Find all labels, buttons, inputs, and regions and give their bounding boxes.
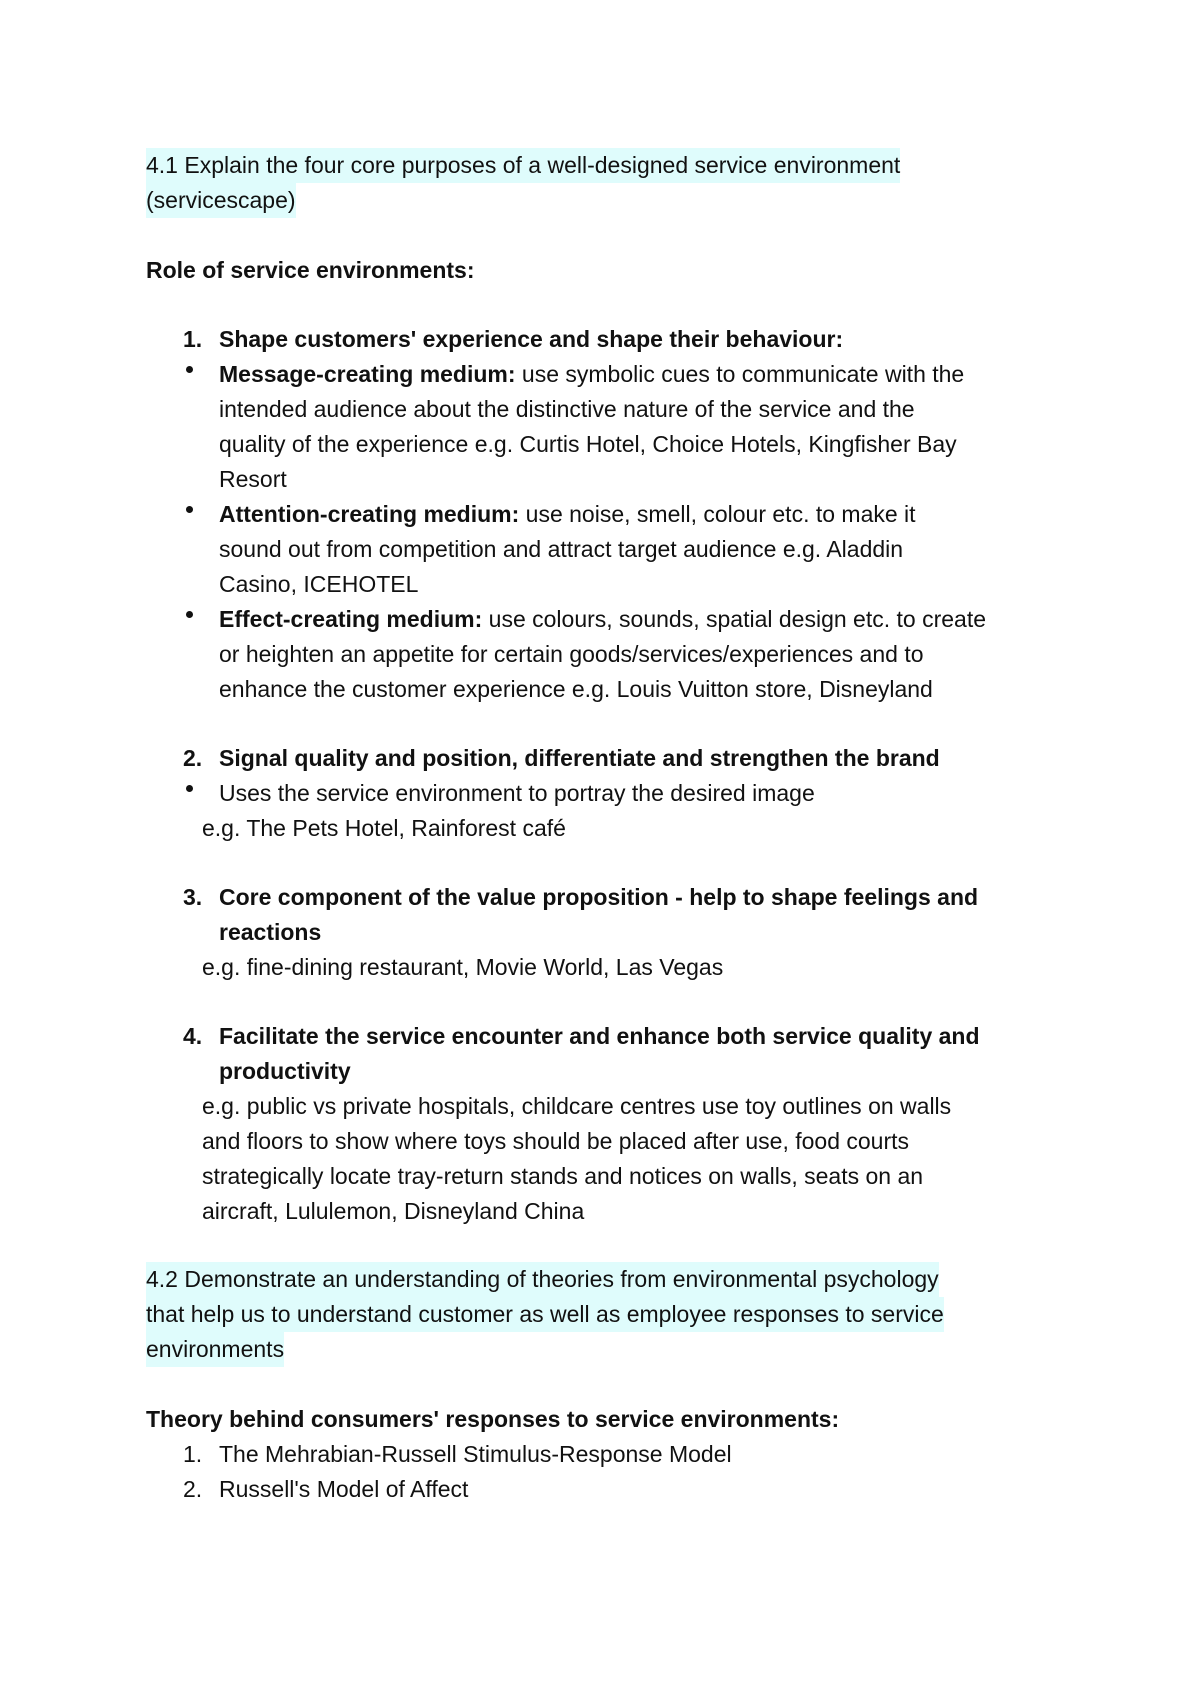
item-2-title: Signal quality and position, differentiate and strengthen the brand bbox=[219, 745, 940, 771]
bullet-message-text: use symbolic cues to communicate with the bbox=[515, 361, 965, 387]
item-2-example: e.g. The Pets Hotel, Rainforest café bbox=[202, 815, 566, 841]
item-2-bullet: Uses the service environment to portray the desired image bbox=[219, 780, 815, 806]
item-3-title-line-1: Core component of the value proposition - help to shape feelings and bbox=[219, 884, 979, 910]
item-1-number: 1. bbox=[183, 326, 203, 352]
bullet-attention-line-2: sound out from competition and attract target audience e.g. Aladdin bbox=[219, 536, 904, 562]
item-4-example-line-2: and floors to show where toys should be placed after use, food courts bbox=[202, 1128, 910, 1154]
section-4-1-heading-line-1: 4.1 Explain the four core purposes of a well-designed service environment bbox=[146, 148, 900, 183]
theory-1-number: 1. bbox=[183, 1441, 203, 1467]
bullet-message-term: Message-creating medium: bbox=[219, 361, 516, 387]
item-4-number: 4. bbox=[183, 1023, 203, 1049]
item-3-example: e.g. fine-dining restaurant, Movie World, Las Vegas bbox=[202, 954, 724, 980]
bullet-attention-line-1 bbox=[219, 497, 916, 532]
bullet-message-line-1 bbox=[219, 357, 964, 392]
bullet-effect-line-1 bbox=[219, 602, 986, 637]
item-3-number: 3. bbox=[183, 884, 203, 910]
item-3-title-line-2: reactions bbox=[219, 919, 322, 945]
bullet-effect-term: Effect-creating medium: bbox=[219, 606, 483, 632]
bullet-attention-term: Attention-creating medium: bbox=[219, 501, 520, 527]
theory-1-label: The Mehrabian-Russell Stimulus-Response Model bbox=[219, 1441, 732, 1467]
bullet-dot-icon bbox=[186, 506, 193, 513]
theory-2-label: Russell's Model of Affect bbox=[219, 1476, 469, 1502]
bullet-attention-text: use noise, smell, colour etc. to make it bbox=[519, 501, 916, 527]
item-2-number: 2. bbox=[183, 745, 203, 771]
bullet-message-line-2: intended audience about the distinctive nature of the service and the bbox=[219, 396, 915, 422]
section-4-1-heading-line-2: (servicescape) bbox=[146, 183, 296, 218]
theory-2-number: 2. bbox=[183, 1476, 203, 1502]
bullet-effect-line-3: enhance the customer experience e.g. Louis Vuitton store, Disneyland bbox=[219, 676, 933, 702]
section-4-2-heading-line-2: that help us to understand customer as well as employee responses to service bbox=[146, 1297, 944, 1332]
item-1-title: Shape customers' experience and shape their behaviour: bbox=[219, 326, 844, 352]
item-4-example-line-4: aircraft, Lululemon, Disneyland China bbox=[202, 1198, 585, 1224]
bullet-effect-line-2: or heighten an appetite for certain goods/services/experiences and to bbox=[219, 641, 924, 667]
bullet-dot-icon bbox=[186, 785, 193, 792]
item-4-title-line-1: Facilitate the service encounter and enhance both service quality and bbox=[219, 1023, 980, 1049]
bullet-attention-line-3: Casino, ICEHOTEL bbox=[219, 571, 419, 597]
role-title: Role of service environments: bbox=[146, 257, 475, 283]
item-4-example-line-3: strategically locate tray-return stands and notices on walls, seats on an bbox=[202, 1163, 924, 1189]
bullet-dot-icon bbox=[186, 366, 193, 373]
section-4-2-heading-line-3: environments bbox=[146, 1332, 284, 1367]
bullet-message-line-3: quality of the experience e.g. Curtis Hotel, Choice Hotels, Kingfisher Bay bbox=[219, 431, 957, 457]
bullet-message-line-4: Resort bbox=[219, 466, 287, 492]
section-4-2-heading-line-1: 4.2 Demonstrate an understanding of theories from environmental psychology bbox=[146, 1262, 939, 1297]
bullet-effect-text: use colours, sounds, spatial design etc. to create bbox=[482, 606, 986, 632]
item-4-title-line-2: productivity bbox=[219, 1058, 351, 1084]
bullet-dot-icon bbox=[186, 611, 193, 618]
item-4-example-line-1: e.g. public vs private hospitals, childcare centres use toy outlines on walls bbox=[202, 1093, 952, 1119]
theory-title: Theory behind consumers' responses to service environments: bbox=[146, 1406, 840, 1432]
